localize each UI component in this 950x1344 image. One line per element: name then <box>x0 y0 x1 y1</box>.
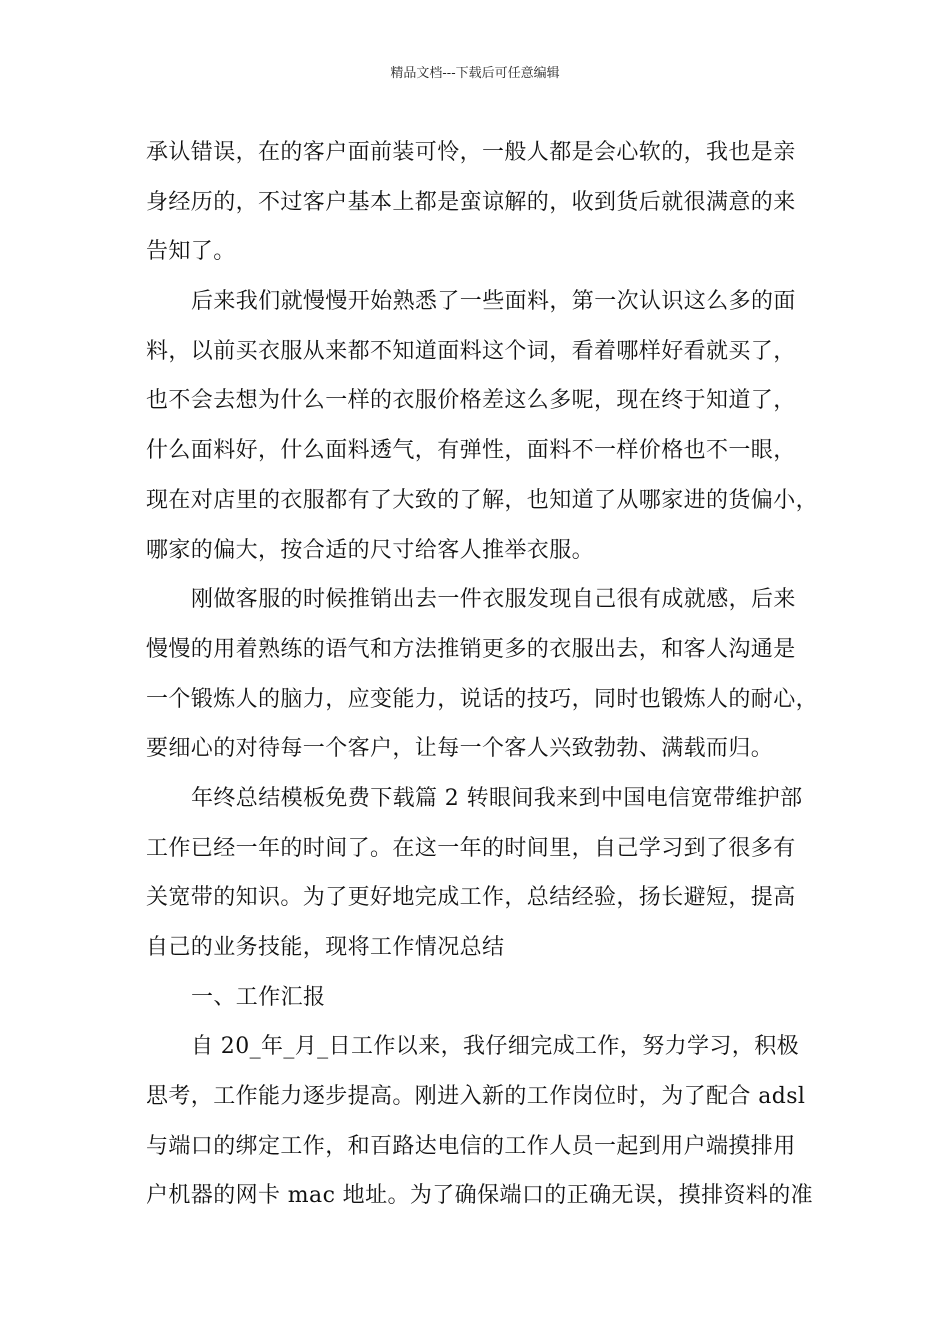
text-line: 要细心的对待每一个客户，让每一个客人兴致勃勃、满载而归。 <box>146 736 774 762</box>
section-heading: 一、工作汇报 <box>191 984 326 1010</box>
text-line: 与端口的绑定工作，和百路达电信的工作人员一起到用户端摸排用 <box>146 1133 796 1159</box>
text-line: 身经历的，不过客户基本上都是蛮谅解的，收到货后就很满意的来 <box>146 189 796 215</box>
text-line: 慢慢的用着熟练的语气和方法推销更多的衣服出去，和客人沟通是 <box>146 636 796 662</box>
paragraph-first-line: 刚做客服的时候推销出去一件衣服发现自己很有成就感，后来 <box>191 587 796 613</box>
paragraph-first-line: 自 20_年_月_日工作以来，我仔细完成工作，努力学习，积极 <box>191 1034 799 1060</box>
text-line: 自己的业务技能，现将工作情况总结 <box>146 935 505 960</box>
text-line: 也不会去想为什么一样的衣服价格差这么多呢，现在终于知道了， <box>146 388 796 414</box>
text-line: 现在对店里的衣服都有了大致的了解，也知道了从哪家进的货偏小， <box>146 487 819 513</box>
text-line: 工作已经一年的时间了。在这一年的时间里，自己学习到了很多有 <box>146 835 796 861</box>
text-line: 承认错误，在的客户面前装可怜，一般人都是会心软的，我也是亲 <box>146 140 796 165</box>
text-line: 料，以前买衣服从来都不知道面料这个词，看着哪样好看就买了， <box>146 338 796 364</box>
text-line: 告知了。 <box>146 239 236 265</box>
text-line: 关宽带的知识。为了更好地完成工作，总结经验，扬长避短，提高 <box>146 885 796 911</box>
document-body <box>146 128 822 1221</box>
paragraph-first-line: 年终总结模板免费下载篇 2 转眼间我来到中国电信宽带维护部 <box>191 785 803 811</box>
text-line: 一个锻炼人的脑力，应变能力，说话的技巧，同时也锻炼人的耐心， <box>146 686 819 712</box>
text-line: 哪家的偏大，按合适的尺寸给客人推举衣服。 <box>146 537 595 563</box>
paragraph-first-line: 后来我们就慢慢开始熟悉了一些面料，第一次认识这么多的面 <box>191 289 796 315</box>
text-line: 户机器的网卡 mac 地址。为了确保端口的正确无误，摸排资料的准 <box>146 1183 814 1209</box>
text-line: 什么面料好，什么面料透气，有弹性，面料不一样价格也不一眼， <box>146 438 796 464</box>
page-header: 精品文档---下载后可任意编辑 <box>390 66 560 81</box>
text-line: 思考，工作能力逐步提高。刚进入新的工作岗位时，为了配合 adsl <box>146 1084 806 1110</box>
